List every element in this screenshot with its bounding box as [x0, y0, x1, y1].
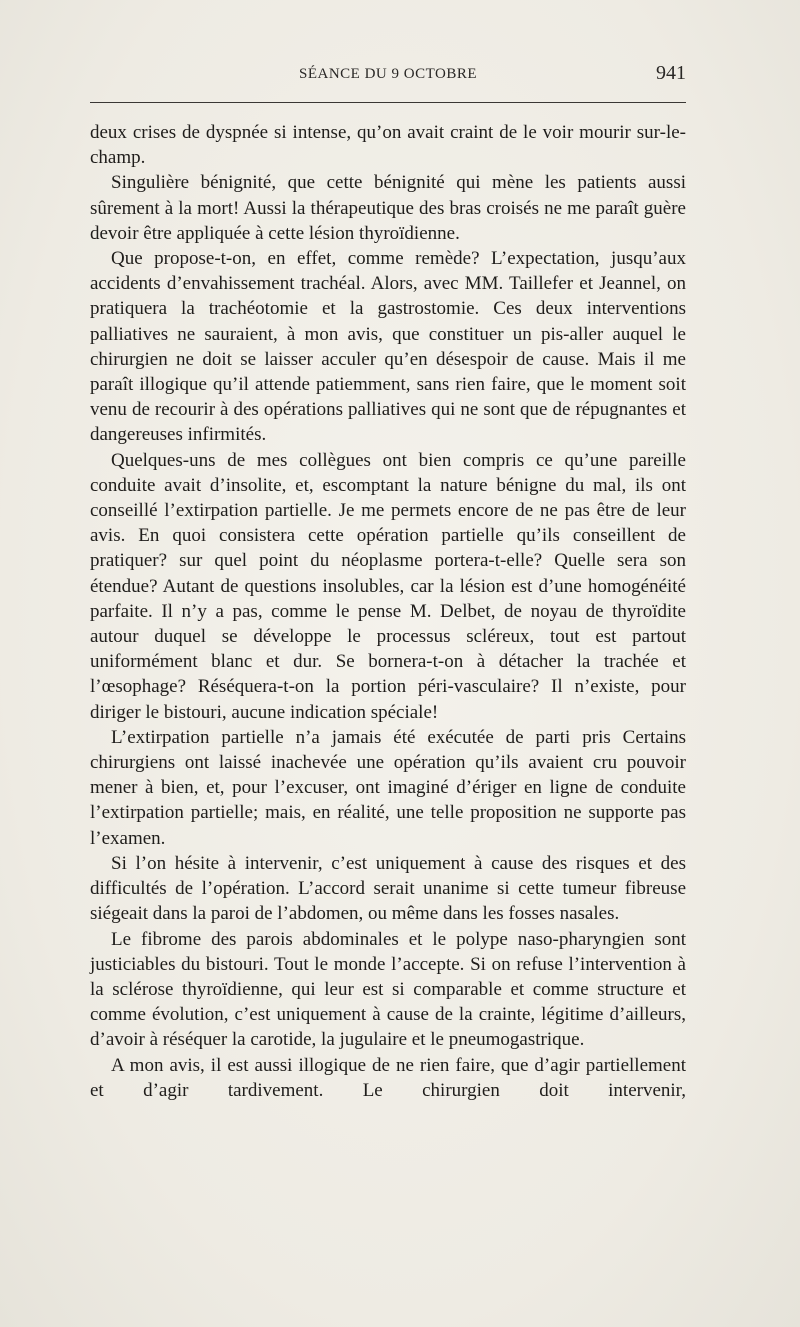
- header-rule: [90, 102, 686, 103]
- page-header: [90, 62, 686, 90]
- paragraph: Que propose-t-on, en effet, comme remède? L’expectation, jusqu’aux accidents d’envahissement trachéal. Alors, avec MM. Taillefer et Jeannel, on pratiquera la trachéotomie et la gastrostomie. Ces deux interventions palliatives ne sauraient, à mon avis, que constituer un pis-aller auquel le chirurgien ne doit se laisser acculer qu’en désespoir de cause. Mais il me paraît illogique qu’il attende patiemment, sans rien faire, que le moment soit venu de recourir à des opérations palliatives qui ne sont que de répugnantes et dangereuses infirmités.: [90, 248, 686, 446]
- running-title: SÉANCE DU 9 OCTOBRE: [299, 66, 477, 82]
- paragraph: deux crises de dyspnée si intense, qu’on avait craint de le voir mourir sur-le-champ.: [90, 122, 686, 169]
- paragraph: Quelques-uns de mes collègues ont bien compris ce qu’une pareille conduite avait d’insolite, et, escomptant la nature bénigne du mal, ils ont conseillé l’extirpation partielle. Je me permets encore de ne pas être de leur avis. En quoi consistera cette opération partielle qu’ils conseillent de pratiquer? sur quel point du néoplasme portera-t-elle? Quelle sera son étendue? Autant de questions insolubles, car la lésion est d’une homogénéité parfaite. Il n’y a pas, comme le pense M. Delbet, de noyau de thyroïdite autour duquel se développe le processus scléreux, tout est partout uniformément blanc et dur. Se bornera-t-on à détacher la trachée et l’œsophage? Réséquera-t-on la portion péri-vasculaire? Il n’existe, pour diriger le bistouri, aucune indication spéciale!: [90, 449, 686, 723]
- paragraph: L’extirpation partielle n’a jamais été exécutée de parti pris Certains chirurgiens ont laissé inachevée une opération qu’ils avaient cru pouvoir mener à bien, et, pour l’excuser, ont imaginé d’ériger en ligne de conduite l’extirpation partielle; mais, en réalité, une telle proposition ne supporte pas l’examen.: [90, 726, 686, 849]
- paragraph: A mon avis, il est aussi illogique de ne rien faire, que d’agir partiellement et d’agir tardivement. Le chirurgien doit intervenir,: [90, 1054, 686, 1101]
- body-text: [90, 120, 686, 1103]
- page-number: 941: [656, 62, 686, 84]
- paragraph: Si l’on hésite à intervenir, c’est uniquement à cause des risques et des difficultés de l’opération. L’accord serait unanime si cette tumeur fibreuse siégeait dans la paroi de l’abdomen, ou même dans les fosses nasales.: [90, 852, 686, 925]
- paragraph: Singulière bénignité, que cette bénignité qui mène les patients aussi sûrement à la mort! Aussi la thérapeutique des bras croisés ne me paraît guère devoir être appliquée à cette lésion thyroïdienne.: [90, 172, 686, 244]
- paragraph: Le fibrome des parois abdominales et le polype naso-pharyngien sont justiciables du bistouri. Tout le monde l’accepte. Si on refuse l’intervention à la sclérose thyroïdienne, qui leur est si comparable et comme structure et comme évolution, c’est uniquement à cause de la crainte, légitime d’ailleurs, d’avoir à réséquer la carotide, la jugulaire et le pneumogastrique.: [90, 928, 686, 1051]
